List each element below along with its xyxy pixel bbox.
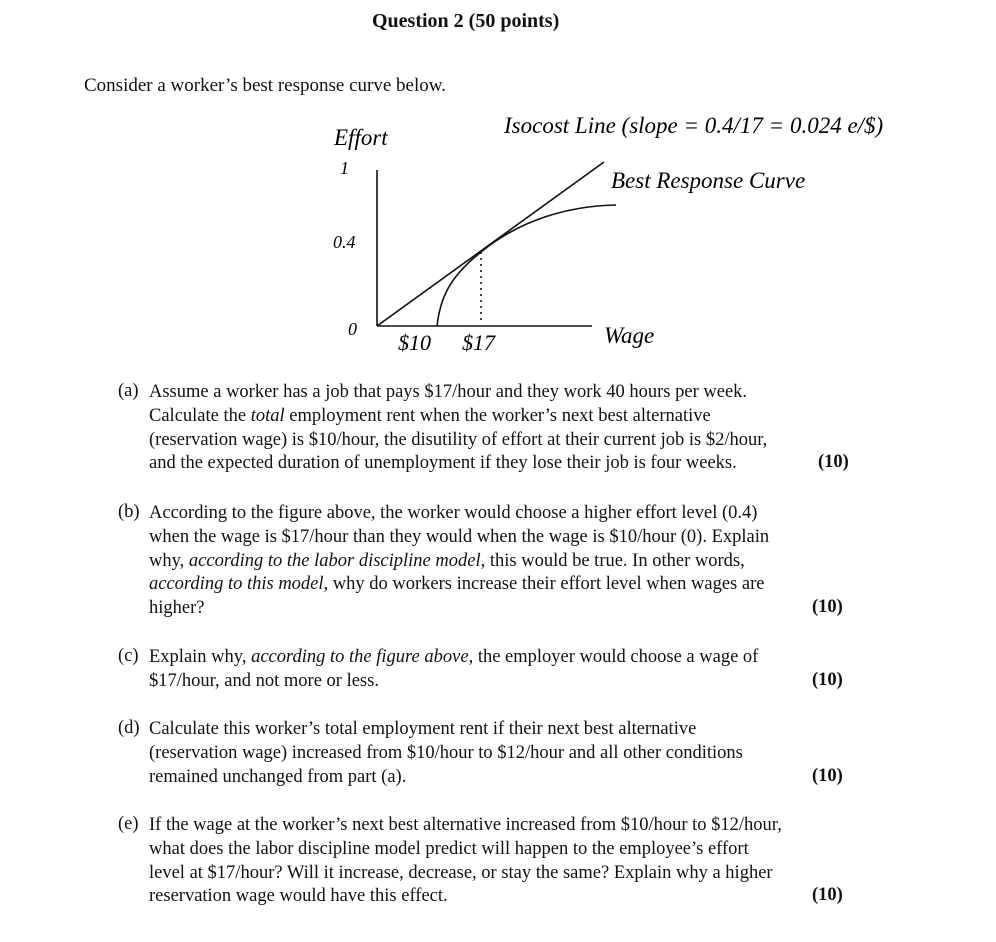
question-e-line: reservation wage would have this effect. — [149, 886, 448, 907]
question-d-line: Calculate this worker’s total employment rent if their next best alternative — [149, 719, 697, 739]
y-tick-top: 1 — [340, 158, 349, 178]
question-c-line: $17/hour, and not more or less. — [149, 670, 379, 691]
y-tick-mid: 0.4 — [333, 232, 356, 252]
isocost-label: Isocost Line (slope = 0.4/17 = 0.024 e/$) — [504, 113, 884, 138]
question-e-line: what does the labor discipline model predict will happen to the employee’s effort — [149, 838, 749, 859]
question-a-line: Calculate the total employment rent when the worker’s next best alternative — [149, 405, 711, 426]
x-axis-label: Wage — [604, 323, 655, 348]
question-c-label: (c) — [118, 646, 139, 666]
question-b-label: (b) — [118, 502, 140, 522]
question-c-line: Explain why, according to the figure above, the employer would choose a wage of — [149, 647, 759, 667]
intro-text: Consider a worker’s best response curve below. — [84, 75, 446, 96]
question-e-points: (10) — [812, 885, 843, 906]
origin-label: 0 — [348, 319, 357, 339]
y-axis-label: Effort — [334, 125, 388, 150]
question-d-points: (10) — [812, 765, 843, 786]
question-a-line: (reservation wage) is $10/hour, the disutility of effort at their current job is $2/hour, — [149, 429, 768, 450]
question-b-line: higher? — [149, 598, 205, 619]
question-b-line: according to this model, why do workers increase their effort level when wages are — [149, 574, 765, 595]
question-a-points: (10) — [818, 452, 849, 473]
question-d-line: remained unchanged from part (a). — [149, 766, 407, 787]
question-e-line: level at $17/hour? Will it increase, decrease, or stay the same? Explain why a higher — [149, 862, 773, 883]
x-tick-10: $10 — [398, 330, 431, 355]
question-b-line: when the wage is $17/hour than they would when the wage is $10/hour (0). Explain — [149, 526, 770, 547]
question-b-points: (10) — [812, 597, 843, 618]
question-d-line: (reservation wage) increased from $10/hour to $12/hour and all other conditions — [149, 742, 743, 763]
question-e-line: If the wage at the worker’s next best alternative increased from $10/hour to $12/hour, — [149, 815, 782, 835]
question-e-label: (e) — [118, 814, 139, 834]
best-response-curve — [437, 205, 616, 326]
page-title: Question 2 (50 points) — [372, 10, 560, 32]
curve-label: Best Response Curve — [611, 168, 806, 193]
question-b-line: why, according to the labor discipline model, this would be true. In other words, — [149, 550, 745, 571]
question-a-label: (a) — [118, 381, 139, 401]
x-tick-17: $17 — [462, 330, 495, 355]
question-c-points: (10) — [812, 669, 843, 690]
question-d-label: (d) — [118, 718, 140, 738]
question-a-line: and the expected duration of unemployment if they lose their job is four weeks. — [149, 453, 737, 474]
question-b-line: According to the figure above, the worker would choose a higher effort level (0.4) — [149, 503, 758, 523]
best-response-figure — [0, 0, 996, 380]
question-a-line: Assume a worker has a job that pays $17/hour and they work 40 hours per week. — [149, 382, 748, 402]
